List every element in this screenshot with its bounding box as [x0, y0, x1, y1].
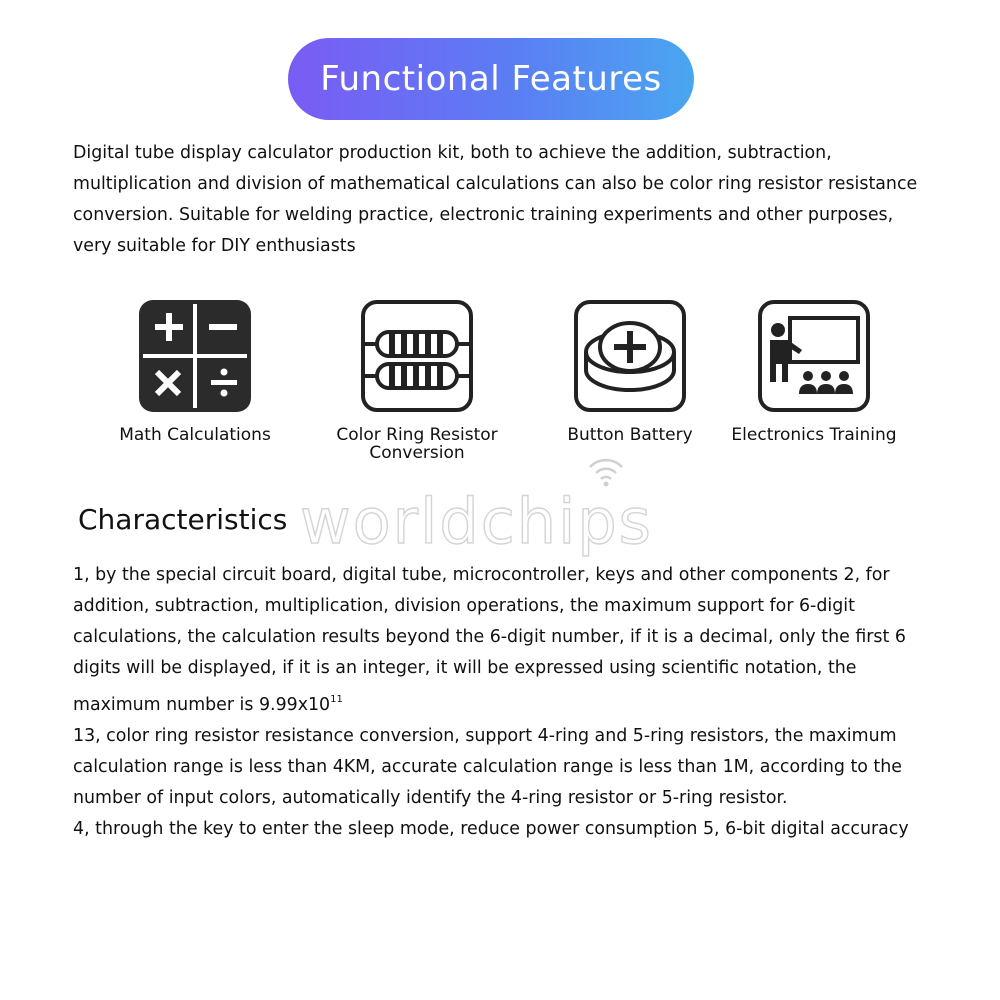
characteristics-paragraph-2: 13, color ring resistor resistance conversion, support 4-ring and 5-ring resistors, the maximum calculation range is less than 4KM, accurate calculation range is less than 1M, according to the number of input colors, automatically identify the 4-ring resistor or 5-ring resistor. [73, 726, 902, 808]
feature-resistor [322, 300, 512, 462]
feature-label-math: Math Calculations [119, 425, 271, 445]
watermark [300, 455, 710, 565]
characteristics-heading: Characteristics [78, 503, 288, 536]
resistor-icon [361, 300, 473, 412]
wifi-icon [586, 455, 626, 489]
intro-paragraph: Digital tube display calculator production kit, both to achieve the addition, subtraction, multiplication and division of mathematical calculations can also be color ring resistor resistance conversion. Suitable for welding practice, electronic training experiments and other purposes, very suitable for DIY enthusiasts [73, 143, 918, 256]
button-battery-icon [574, 300, 686, 412]
characteristics-paragraph-1 [73, 560, 943, 721]
page-title [288, 38, 694, 120]
feature-training [716, 300, 912, 444]
characteristics-paragraph-3: 4, through the key to enter the sleep mode, reduce power consumption 5, 6-bit digital accuracy [73, 819, 909, 839]
feature-battery [550, 300, 710, 444]
page-title-text: Functional Features [320, 59, 662, 99]
classroom-icon [758, 300, 870, 412]
math-operators-icon [139, 300, 251, 412]
feature-label-resistor: Color Ring Resistor Conversion [336, 425, 498, 463]
feature-math [110, 300, 280, 444]
max-number-exponent: 11 [330, 694, 343, 705]
feature-label-training: Electronics Training [731, 425, 897, 445]
max-number-base: 9.99x10 [258, 695, 331, 715]
paragraph-1-text: 1, by the special circuit board, digital tube, microcontroller, keys and other components 2, for addition, subtraction, multiplication, division operations, the maximum support for 6-digit calculations, the calculation results beyond the 6-digit number, if it is a decimal, only the first 6 digits will be displayed, if it is an integer, it will be expressed using scientific notation, the maximum number is [73, 565, 906, 715]
watermark-text: worldchips [300, 485, 653, 558]
feature-label-battery: Button Battery [567, 425, 693, 445]
characteristics-body [73, 560, 943, 845]
